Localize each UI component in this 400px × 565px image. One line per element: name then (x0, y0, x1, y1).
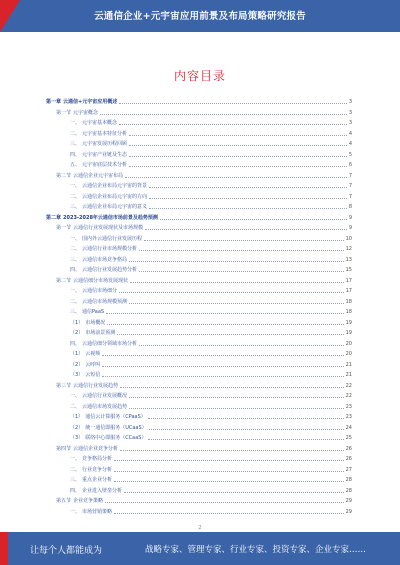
toc-entry[interactable] (70, 412, 352, 420)
toc-entry[interactable] (56, 171, 352, 179)
toc-entry-number: 第一节 (56, 109, 72, 116)
toc-entry-title: 行业竞争分析 (82, 466, 113, 473)
toc-entry[interactable] (70, 255, 352, 263)
toc-dot-leader (105, 502, 344, 503)
toc-dot-leader (139, 345, 344, 346)
toc-entry-number: （2） (70, 361, 84, 368)
toc-entry-page: 27 (345, 466, 352, 473)
toc-entry[interactable] (46, 213, 352, 221)
toc-entry[interactable] (70, 129, 352, 137)
toc-entry-page: 15 (345, 267, 352, 273)
toc-entry[interactable] (70, 286, 352, 294)
toc-dot-leader (102, 355, 343, 356)
toc-dot-leader (102, 366, 343, 367)
toc-dot-leader (129, 145, 347, 146)
toc-entry-page: 10 (345, 235, 352, 242)
toc-entry-title: 国内外云通信行业发展历程 (82, 235, 143, 242)
toc-entry-page: 21 (345, 372, 352, 378)
toc-dot-leader (120, 450, 344, 451)
toc-entry-title: 市场营销策略 (82, 508, 113, 515)
toc-entry-page: 21 (345, 361, 352, 368)
toc-entry-title: 云视频 (85, 351, 101, 357)
toc-entry-number: 三、 (70, 141, 81, 147)
toc-entry-title: 云通信企业布局元宇宙的背景 (82, 183, 148, 189)
toc-entry-title: 云通信市场规模预测 (82, 298, 128, 305)
toc-entry-title: 云通信企业元宇宙布局 (73, 172, 124, 179)
toc-entry[interactable] (56, 444, 352, 452)
report-title: 云通信企业+元宇宙应用前景及布局策略研究报告 (94, 11, 306, 22)
toc-dot-leader (120, 387, 344, 388)
toc-entry-title: 云通信细分市场发展现状 (73, 277, 129, 284)
toc-entry[interactable] (70, 160, 352, 168)
toc-entry-title: 云通信企业布局元宇宙的意义 (82, 204, 148, 210)
footer-banner (0, 532, 400, 565)
toc-entry-number: （1） (70, 414, 84, 420)
toc-entry-number: 第五节 (56, 498, 72, 504)
toc-dot-leader (129, 303, 344, 304)
toc-entry-page: 7 (348, 183, 352, 189)
toc-entry-page: 4 (348, 130, 352, 137)
toc-entry-title: 元宇宙发展历程回顾 (82, 141, 128, 147)
toc-entry[interactable] (70, 307, 352, 315)
toc-entry-page: 5 (348, 151, 352, 158)
toc-entry-number: 一、 (70, 183, 81, 189)
toc-entry-number: 一、 (70, 393, 81, 399)
toc-dot-leader (129, 166, 347, 167)
toc-dot-leader (145, 229, 347, 230)
footer-slogan-roles: 战略专家、管理专家、行业专家、投资专家、企业专家…… (145, 545, 367, 555)
toc-entry-title: 企业竞争策略 (73, 498, 104, 504)
toc-dot-leader (148, 439, 343, 440)
toc-dot-leader (100, 114, 347, 115)
toc-entry-page: 23 (345, 403, 352, 410)
toc-entry[interactable] (70, 318, 352, 326)
toc-entry[interactable] (70, 181, 352, 189)
toc-entry-title: 云通信企业竞争分析 (73, 445, 119, 452)
toc-dot-leader (149, 187, 347, 188)
toc-entry-number: 五、 (70, 162, 81, 168)
toc-entry-title: 元宇宙基本概念 (82, 120, 118, 126)
toc-entry-number: 四、 (70, 340, 81, 347)
toc-dot-leader (144, 240, 344, 241)
toc-entry-number: 二、 (70, 130, 81, 137)
toc-dot-leader (102, 376, 343, 377)
toc-entry-number: （3） (70, 372, 84, 378)
toc-entry-number: 第一节 (56, 225, 72, 231)
toc-entry-number: 四、 (70, 267, 81, 273)
toc-entry-page: 28 (345, 477, 352, 483)
toc-entry-title: 云通信+元宇宙应用概述 (63, 99, 118, 105)
footer-red-accent (0, 532, 8, 565)
toc-dot-leader (148, 418, 344, 419)
toc-entry-title: 云通信市场发展趋势 (82, 403, 128, 410)
toc-dot-leader (129, 397, 344, 398)
toc-entry-title: 云通信行业发展概况 (82, 393, 128, 399)
toc-entry-title: 市场前景预测 (85, 330, 116, 336)
toc-entry[interactable] (70, 360, 352, 368)
toc-dot-leader (139, 250, 344, 251)
toc-entry-page: 7 (348, 172, 352, 179)
toc-entry-number: 二、 (70, 466, 81, 473)
toc-entry-title: 云通信行业发展趋势 (73, 382, 119, 389)
toc-entry-number: 二、 (70, 246, 81, 252)
toc-dot-leader (124, 492, 344, 493)
toc-entry[interactable] (56, 276, 352, 284)
toc-entry-title: 云通信企业布局元宇宙的方向 (82, 193, 148, 200)
toc-entry[interactable] (70, 475, 352, 483)
toc-entry-number: 第二章 (46, 214, 62, 221)
toc-entry-page: 18 (345, 298, 352, 305)
toc-entry-title: 元宇宙产业链及生态 (82, 151, 128, 158)
toc-entry-page: 29 (345, 508, 352, 515)
toc-entry-page: 19 (345, 330, 352, 336)
toc-entry[interactable] (70, 150, 352, 158)
toc-entry-number: 一、 (70, 120, 81, 126)
toc-entry-page: 26 (345, 445, 352, 452)
toc-entry-page: 29 (345, 498, 352, 504)
toc-entry-page: 6 (348, 162, 352, 168)
toc-entry[interactable] (46, 97, 352, 105)
toc-entry[interactable] (70, 192, 352, 200)
toc-dot-leader (119, 103, 347, 104)
toc-entry-page: 22 (345, 382, 352, 389)
toc-entry[interactable] (70, 328, 352, 336)
toc-entry[interactable] (56, 108, 352, 116)
toc-dot-leader (106, 313, 344, 314)
toc-dot-leader (149, 208, 347, 209)
toc-dot-leader (149, 198, 347, 199)
toc-entry-title: 联络中心即服务（CCaaS） (85, 435, 147, 441)
toc-entry[interactable] (70, 454, 352, 462)
toc-entry-number: 四、 (70, 487, 81, 494)
toc-entry-title: 云呼叫 (85, 361, 101, 368)
toc-entry-page: 19 (345, 319, 352, 326)
toc-entry-page: 22 (345, 393, 352, 399)
toc-entry-title: 企业进入壁垒分析 (82, 487, 123, 494)
toc-entry-title: 云通信行业发展趋势分析 (82, 267, 138, 273)
toc-entry-number: （1） (70, 351, 84, 357)
toc-entry[interactable] (70, 297, 352, 305)
toc-entry[interactable] (70, 118, 352, 126)
toc-entry-title: 2023-2028年云通信市场前景及趋势预测 (63, 214, 158, 221)
toc-dot-leader (129, 156, 347, 157)
toc-entry-number: （1） (70, 319, 84, 326)
toc-entry-page: 28 (345, 487, 352, 494)
toc-entry-number: 三、 (70, 256, 81, 263)
toc-entry-title: 云通信行业发展现状及市场规模 (73, 225, 144, 231)
toc-dot-leader (114, 513, 344, 514)
toc-entry-title: 元宇宙概念 (73, 109, 99, 116)
footer-slogan-lead: 让每个人都能成为 (30, 546, 103, 556)
toc-dot-leader (160, 219, 347, 220)
toc-entry[interactable] (70, 507, 352, 515)
toc-entry[interactable] (56, 223, 352, 231)
toc-entry[interactable] (70, 244, 352, 252)
toc-dot-leader (125, 177, 347, 178)
toc-entry-title: 云短信 (85, 372, 101, 378)
toc-entry-title: 元宇宙基本特征分析 (82, 130, 128, 137)
toc-entry[interactable] (70, 265, 352, 273)
toc-dot-leader (119, 124, 347, 125)
toc-entry-title: 重点企业分析 (82, 477, 113, 483)
toc-dot-leader (114, 460, 344, 461)
toc-entry[interactable] (70, 391, 352, 399)
toc-entry-title: 云通信市场竞争格局 (82, 256, 128, 263)
toc-entry-number: 三、 (70, 204, 81, 210)
toc-entry-title: 云通信细分领域市场分析 (82, 340, 138, 347)
toc-entry[interactable] (70, 139, 352, 147)
toc-dot-leader (119, 292, 344, 293)
toc-entry-page: 12 (345, 246, 352, 252)
toc-entry-page: 23 (345, 414, 352, 420)
toc-entry-number: （3） (70, 435, 84, 441)
toc-entry-number: 二、 (70, 403, 81, 410)
toc-entry-number: 第四节 (56, 445, 72, 452)
toc-entry-page: 4 (348, 141, 352, 147)
toc-entry-number: 二、 (70, 193, 81, 200)
toc-dot-leader (129, 408, 344, 409)
toc-entry-number: 一、 (70, 288, 81, 294)
toc-dot-leader (139, 271, 344, 272)
toc-entry[interactable] (70, 402, 352, 410)
toc-entry-title: 统一通信即服务（UCaaS） (85, 424, 147, 431)
toc-entry-page: 3 (348, 99, 352, 105)
toc-entry-title: 市场概况 (85, 319, 106, 326)
toc-entry-number: 二、 (70, 298, 81, 305)
toc-entry[interactable] (70, 202, 352, 210)
toc-dot-leader (149, 429, 344, 430)
toc-entry-page: 8 (348, 204, 352, 210)
toc-dot-leader (114, 481, 344, 482)
toc-entry-number: 第三节 (56, 382, 72, 389)
toc-entry-number: 三、 (70, 309, 81, 315)
toc-dot-leader (107, 324, 343, 325)
toc-entry[interactable] (70, 349, 352, 357)
toc-heading: 内容目录 (173, 69, 226, 83)
toc-entry[interactable] (70, 423, 352, 431)
toc-entry-number: 一、 (70, 508, 81, 515)
page-number: 2 (198, 525, 202, 531)
toc-entry-title: 云通信行业市场规模分析 (82, 246, 138, 252)
toc-entry-number: 四、 (70, 151, 81, 158)
toc-entry[interactable] (70, 433, 352, 441)
toc-entry[interactable] (56, 381, 352, 389)
toc-dot-leader (130, 282, 344, 283)
toc-entry[interactable] (70, 486, 352, 494)
toc-entry-page: 3 (348, 109, 352, 116)
toc-entry-number: 第二节 (56, 277, 72, 284)
toc-dot-leader (129, 135, 347, 136)
toc-dot-leader (129, 261, 344, 262)
toc-entry[interactable] (70, 339, 352, 347)
toc-entry[interactable] (70, 465, 352, 473)
toc-entry-page: 3 (348, 120, 352, 126)
toc-entry-title: 竞争格局分析 (82, 456, 113, 462)
toc-entry-page: 9 (348, 225, 352, 231)
toc-entry-title: 云通信市场细分 (82, 288, 118, 294)
toc-entry-number: 一、 (70, 235, 81, 242)
toc-entry-page: 17 (345, 288, 352, 294)
toc-dot-leader (114, 471, 344, 472)
toc-entry-page: 20 (345, 340, 352, 347)
toc-entry-number: 一、 (70, 456, 81, 462)
toc-entry-page: 25 (345, 435, 352, 441)
toc-entry[interactable] (70, 370, 352, 378)
toc-entry-page: 20 (345, 351, 352, 357)
toc-entry-page: 18 (345, 309, 352, 315)
toc-entry-page: 17 (345, 277, 352, 284)
toc-entry-page: 26 (345, 456, 352, 462)
toc-entry[interactable] (56, 496, 352, 504)
toc-entry-page: 9 (348, 214, 352, 221)
toc-entry-number: （2） (70, 330, 84, 336)
toc-entry-page: 24 (345, 424, 352, 431)
toc-entry-number: （2） (70, 424, 84, 431)
toc-entry-number: 第二节 (56, 172, 72, 179)
toc-entry-title: 元宇宙底层技术分析 (82, 162, 128, 168)
toc-entry-page: 7 (348, 193, 352, 200)
toc-entry-number: 三、 (70, 477, 81, 483)
toc-entry-title: 通信PaaS (82, 309, 105, 315)
toc-dot-leader (117, 334, 343, 335)
header-banner (0, 0, 400, 32)
toc-entry-title: 通信云计算服务（CPaaS） (85, 414, 146, 420)
toc-entry-number: 第一章 (46, 99, 62, 105)
toc-entry[interactable] (70, 234, 352, 242)
toc-entry-page: 13 (345, 256, 352, 263)
